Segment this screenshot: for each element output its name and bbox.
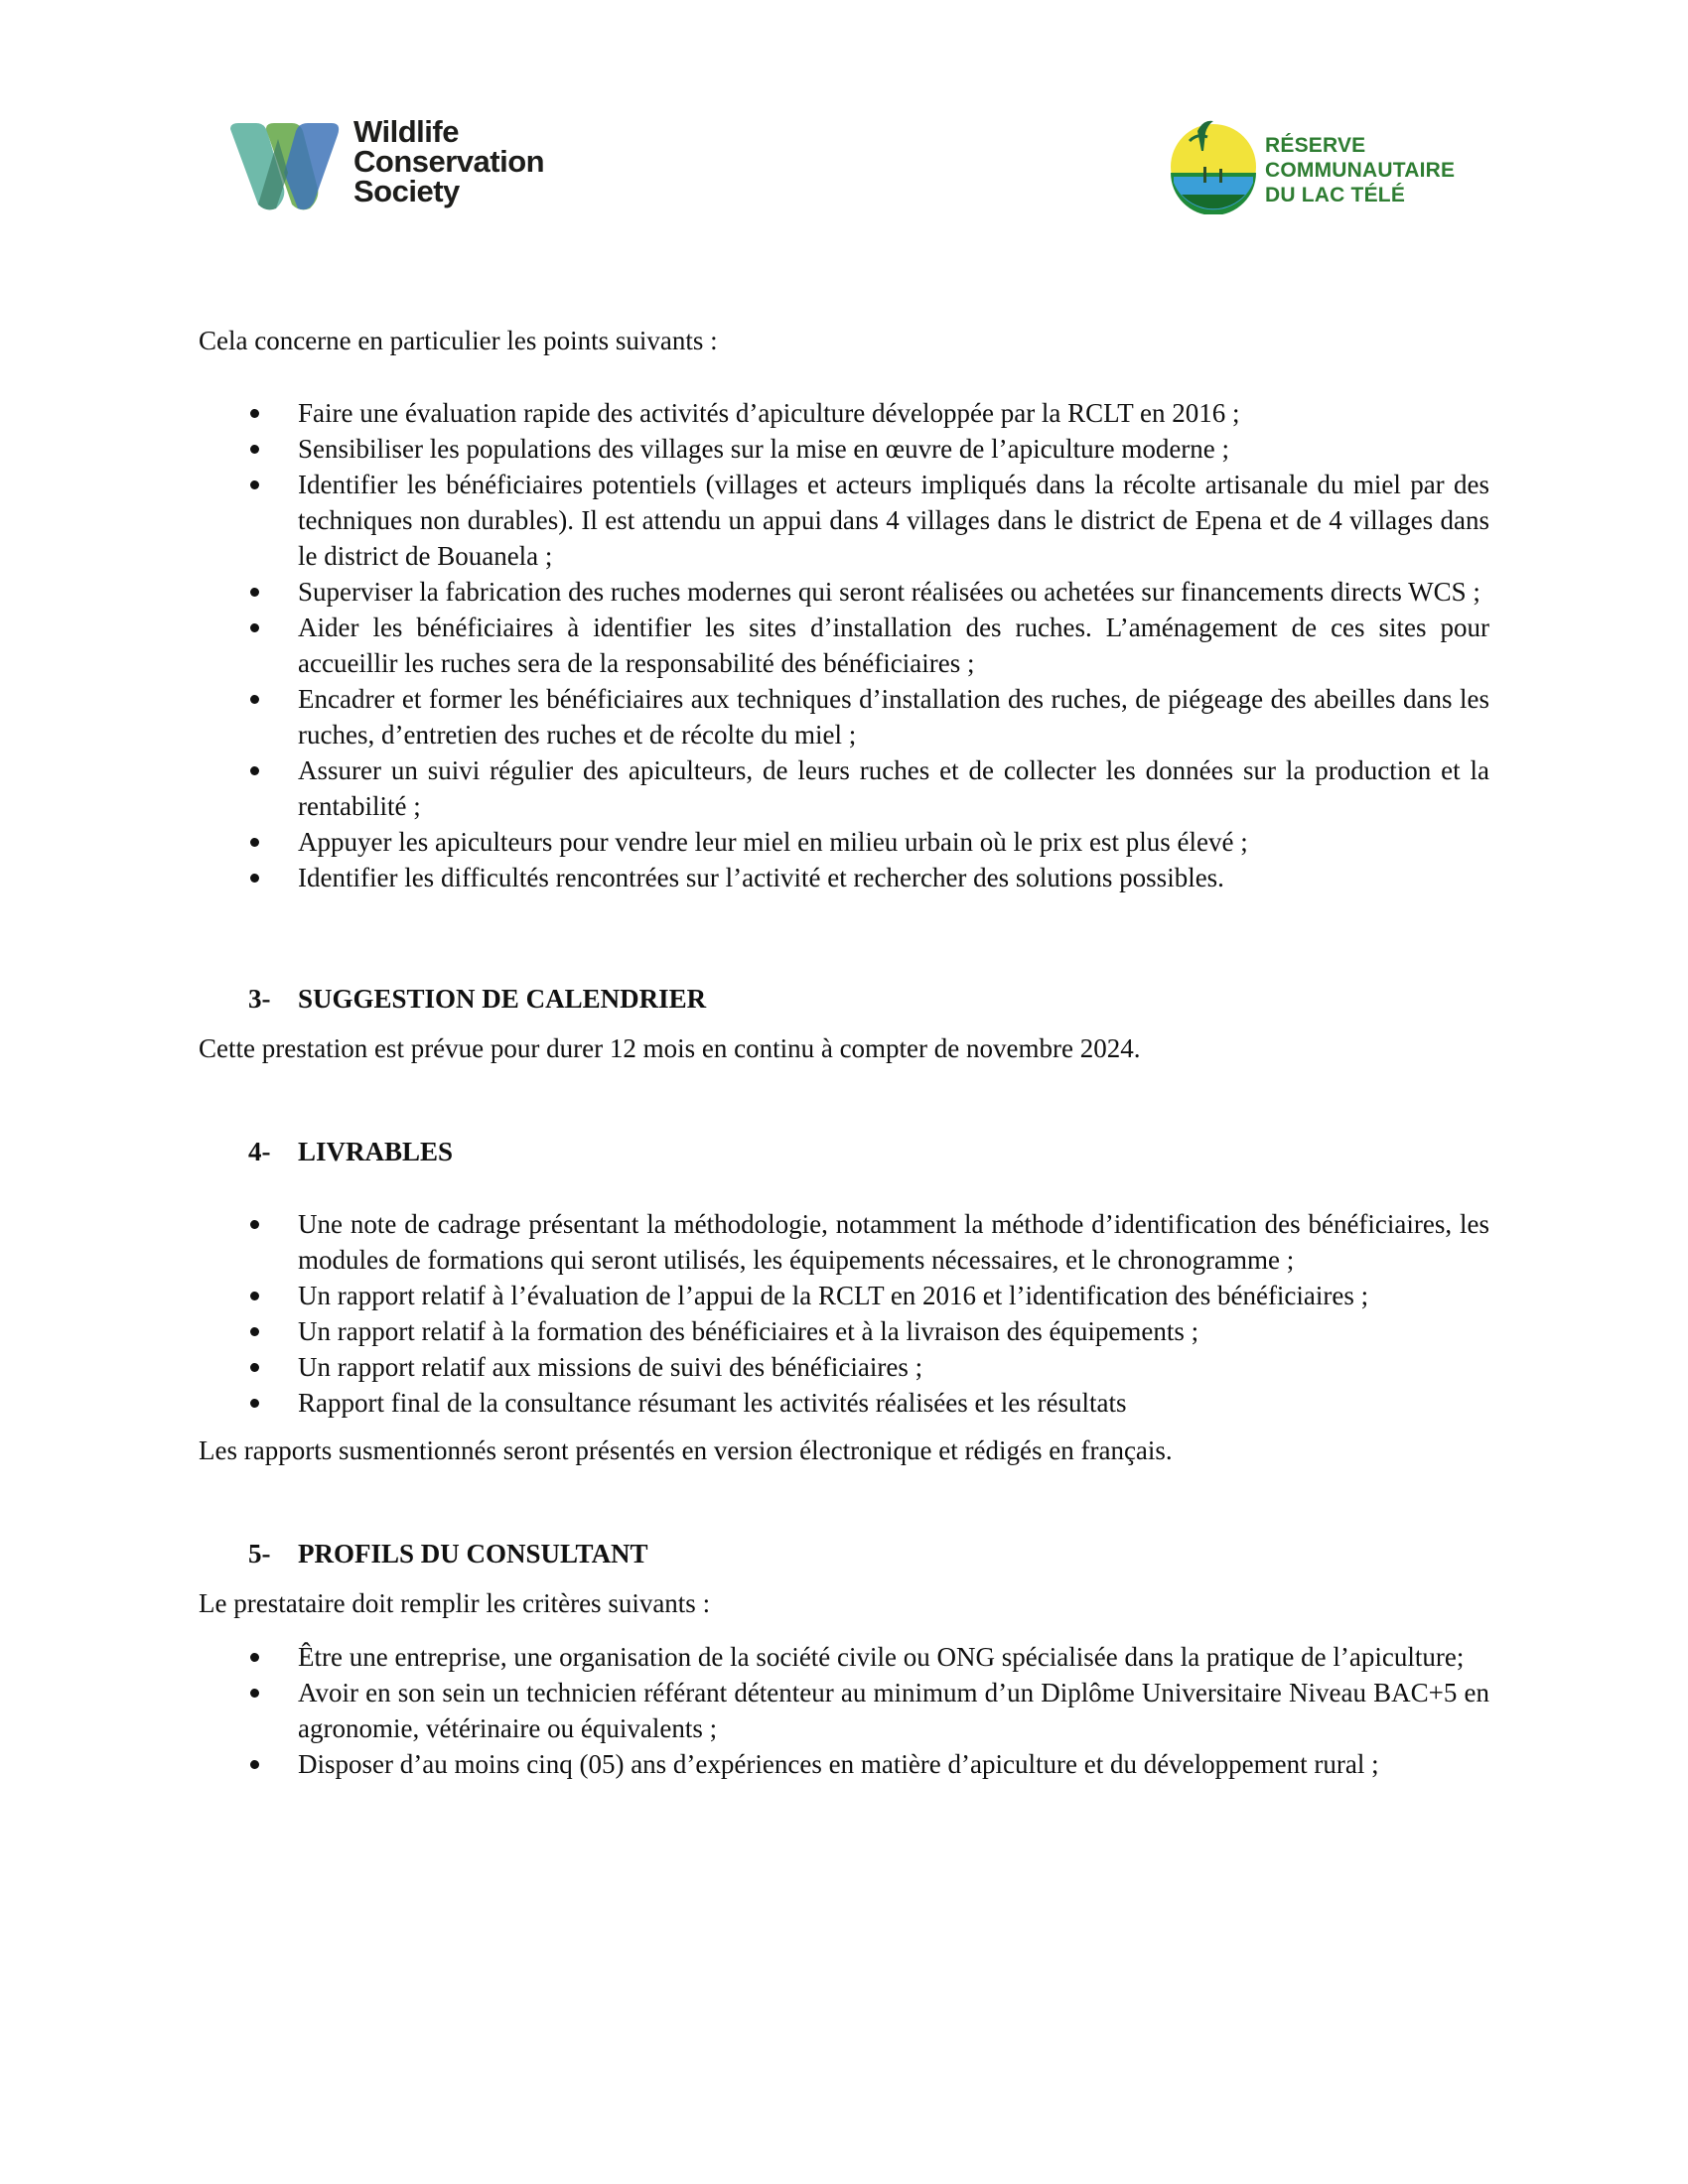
list-item <box>199 752 1489 824</box>
section-number: 5- <box>248 1539 271 1569</box>
deliverable-text: Un rapport relatif aux missions de suivi des bénéficiaires ; <box>298 1352 923 1382</box>
list-item <box>199 1206 1489 1278</box>
section-title: PROFILS DU CONSULTANT <box>298 1539 648 1569</box>
bullet-icon <box>250 480 259 489</box>
task-text: Superviser la fabrication des ruches modernes qui seront réalisées ou achetées sur financements directs WCS ; <box>298 577 1480 607</box>
task-text: Faire une évaluation rapide des activités d’apiculture développée par la RCLT en 2016 ; <box>298 398 1240 428</box>
task-text: Appuyer les apiculteurs pour vendre leur miel en milieu urbain où le prix est plus élevé ; <box>298 827 1248 857</box>
deliverables-list <box>199 1206 1489 1421</box>
bullet-icon <box>250 1327 259 1336</box>
section-text: Cette prestation est prévue pour durer 12 mois en continu à compter de novembre 2024. <box>199 1033 1141 1063</box>
deliverable-text: Une note de cadrage présentant la méthodologie, notamment la méthode d’identification des bénéficiaires, les modules de formations qui seront utilisés, les équipements nécessaires, et le chronogramme ; <box>298 1209 1489 1275</box>
section-heading <box>199 981 1489 1017</box>
criteria-list <box>199 1639 1489 1782</box>
rclt-logo-line: DU LAC TÉLÉ <box>1265 184 1406 206</box>
task-text: Assurer un suivi régulier des apiculteurs, de leurs ruches et de collecter les données sur la production et la rentabilité ; <box>298 755 1489 821</box>
list-item <box>199 860 1489 895</box>
list-item <box>199 610 1489 681</box>
wcs-logo-line: Conservation <box>353 144 545 179</box>
bullet-icon <box>250 695 259 704</box>
bullet-icon <box>250 874 259 883</box>
bullet-icon <box>250 838 259 847</box>
bullet-icon <box>250 1689 259 1698</box>
task-text: Encadrer et former les bénéficiaires aux techniques d’installation des ruches, de piégeage des abeilles dans les ruches, d’entretien des ruches et de récolte du miel ; <box>298 684 1489 750</box>
list-item <box>199 574 1489 610</box>
wcs-logo-line: Wildlife <box>353 114 459 149</box>
wcs-logo <box>226 114 564 220</box>
list-item <box>199 681 1489 752</box>
rclt-logo <box>1168 111 1485 220</box>
section-number: 4- <box>248 1137 271 1166</box>
section-title: SUGGESTION DE CALENDRIER <box>298 984 707 1014</box>
criteria-text: Disposer d’au moins cinq (05) ans d’expériences en matière d’apiculture et du développement rural ; <box>298 1749 1379 1779</box>
section-heading <box>199 1134 1489 1169</box>
deliverable-text: Un rapport relatif à la formation des bénéficiaires et à la livraison des équipements ; <box>298 1316 1199 1346</box>
bullet-icon <box>250 1760 259 1769</box>
rclt-logo-mark-icon <box>1168 111 1259 214</box>
bullet-icon <box>250 445 259 454</box>
list-item <box>199 1639 1489 1675</box>
bullet-icon <box>250 766 259 775</box>
list-item <box>199 824 1489 860</box>
task-text: Identifier les difficultés rencontrées sur l’activité et rechercher des solutions possibles. <box>298 863 1224 892</box>
task-text: Aider les bénéficiaires à identifier les sites d’installation des ruches. L’aménagement de ces sites pour accueillir les ruches sera de la responsabilité des bénéficiaires ; <box>298 613 1489 678</box>
section-intro: Le prestataire doit remplir les critères suivants : <box>199 1588 711 1618</box>
intro-text: Cela concerne en particulier les points suivants : <box>199 326 718 355</box>
section-number: 3- <box>248 984 271 1014</box>
wcs-logo-text <box>353 114 545 208</box>
list-item <box>199 1385 1489 1421</box>
deliverable-text: Rapport final de la consultance résumant les activités réalisées et les résultats <box>298 1388 1127 1418</box>
rclt-logo-line: COMMUNAUTAIRE <box>1265 159 1456 182</box>
wcs-logo-mark-icon <box>226 123 344 212</box>
document-body <box>199 323 1489 1782</box>
bullet-icon <box>250 1653 259 1662</box>
criteria-text: Avoir en son sein un technicien référant détenteur au minimum d’un Diplôme Universitaire Niveau BAC+5 en agronomie, vétérinaire ou équivalents ; <box>298 1678 1489 1743</box>
criteria-text: Être une entreprise, une organisation de la société civile ou ONG spécialisée dans la pratique de l’apiculture; <box>298 1642 1465 1672</box>
rclt-logo-line: RÉSERVE <box>1265 134 1366 157</box>
section-title: LIVRABLES <box>298 1137 454 1166</box>
list-item <box>199 1278 1489 1313</box>
bullet-icon <box>250 1220 259 1229</box>
task-list <box>199 395 1489 895</box>
bullet-icon <box>250 409 259 418</box>
bullet-icon <box>250 1363 259 1372</box>
rclt-logo-text <box>1265 133 1455 207</box>
list-item <box>199 1746 1489 1782</box>
list-item <box>199 467 1489 574</box>
task-text: Sensibiliser les populations des villages sur la mise en œuvre de l’apiculture moderne ; <box>298 434 1230 464</box>
task-text: Identifier les bénéficiaires potentiels (villages et acteurs impliqués dans la récolte artisanale du miel par des techniques non durables). Il est attendu un appui dans 4 villages dans le district de Epena et de 4 villages dans le district de Bouanela ; <box>298 470 1489 571</box>
section-heading <box>199 1536 1489 1571</box>
deliverables-note: Les rapports susmentionnés seront présentés en version électronique et rédigés en français. <box>199 1435 1173 1465</box>
bullet-icon <box>250 588 259 597</box>
list-item <box>199 395 1489 431</box>
deliverable-text: Un rapport relatif à l’évaluation de l’appui de la RCLT en 2016 et l’identification des bénéficiaires ; <box>298 1281 1369 1310</box>
wcs-logo-line: Society <box>353 174 460 208</box>
list-item <box>199 431 1489 467</box>
bullet-icon <box>250 623 259 632</box>
list-item <box>199 1675 1489 1746</box>
list-item <box>199 1313 1489 1349</box>
list-item <box>199 1349 1489 1385</box>
bullet-icon <box>250 1399 259 1408</box>
bullet-icon <box>250 1292 259 1300</box>
